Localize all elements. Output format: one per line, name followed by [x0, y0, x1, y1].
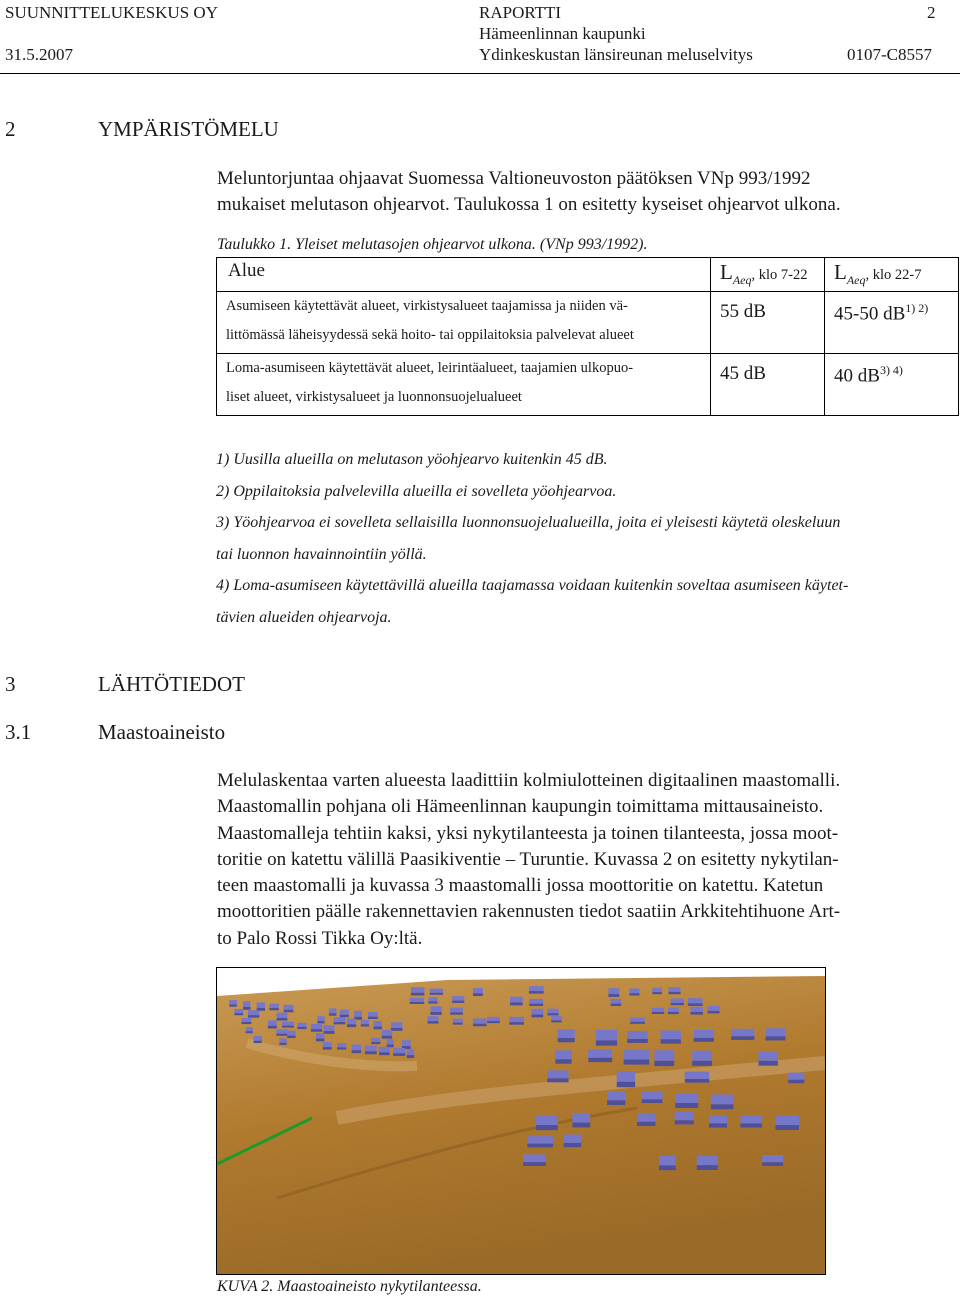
- building-side: [269, 1008, 278, 1010]
- building-block: [365, 1046, 377, 1052]
- building-side: [611, 1004, 622, 1006]
- building-side: [509, 1022, 524, 1025]
- building-block: [629, 988, 639, 993]
- building-side: [316, 1039, 324, 1042]
- building-block: [354, 1011, 362, 1017]
- building-block: [277, 1013, 288, 1018]
- building-side: [374, 1027, 382, 1030]
- building-block: [692, 1051, 712, 1061]
- building-side: [473, 993, 483, 996]
- building-block: [527, 1136, 553, 1143]
- building-side: [668, 1012, 679, 1014]
- noise-guideline-table: [216, 257, 959, 416]
- building-side: [708, 1011, 720, 1013]
- building-block: [532, 1009, 544, 1015]
- building-side: [536, 1125, 558, 1130]
- note-line: 2) Oppilaitoksia palvelevilla alueilla ei sovelleta yöohjearvoa.: [216, 482, 617, 500]
- building-side: [234, 1013, 243, 1015]
- building-block: [450, 1008, 463, 1013]
- building-block: [652, 988, 662, 992]
- building-side: [671, 1003, 684, 1005]
- building-side: [692, 1061, 712, 1066]
- table-cell-night: 45-50 $dB^{1) 2)}$: [825, 292, 959, 354]
- project-name: Ydinkeskustan länsireunan meluselvitys: [479, 45, 753, 64]
- table-cell-day: 45 dB: [711, 354, 825, 416]
- building-side: [588, 1058, 612, 1062]
- building-block: [572, 1113, 590, 1123]
- building-side: [697, 1165, 718, 1170]
- building-side: [382, 1036, 392, 1039]
- building-block: [588, 1049, 612, 1058]
- building-block: [529, 986, 544, 991]
- building-block: [487, 1017, 500, 1021]
- building-block: [788, 1073, 804, 1080]
- building-block: [548, 1009, 559, 1013]
- building-side: [329, 1013, 337, 1015]
- section3-title: LÄHTÖTIEDOT: [98, 672, 245, 696]
- building-block: [428, 997, 437, 1001]
- building-block: [316, 1033, 324, 1039]
- building-side: [564, 1143, 581, 1147]
- building-block: [337, 1043, 346, 1047]
- paragraph-line: to Palo Rossi Tikka Oy:ltä.: [217, 927, 423, 949]
- building-side: [624, 1060, 650, 1065]
- building-block: [762, 1155, 783, 1162]
- building-block: [324, 1025, 335, 1031]
- building-side: [527, 1144, 553, 1148]
- building-side: [694, 1038, 714, 1042]
- building-block: [624, 1049, 650, 1059]
- building-side: [297, 1027, 306, 1029]
- building-block: [407, 1049, 414, 1055]
- building-block: [430, 1006, 441, 1012]
- building-side: [637, 1122, 655, 1126]
- section3-paragraph: [217, 768, 957, 952]
- building-block: [652, 1008, 664, 1012]
- building-block: [709, 1115, 727, 1123]
- table-caption: Taulukko 1. Yleiset melutasojen ohjearvot ulkona. (VNp 993/1992).: [217, 236, 648, 253]
- building-block: [758, 1051, 777, 1061]
- building-block: [317, 1016, 324, 1021]
- building-side: [229, 1004, 237, 1006]
- client-name: Hämeenlinnan kaupunki: [479, 24, 646, 43]
- header-rule: [0, 73, 960, 74]
- paragraph-line: Maastomalleja tehtiin kaksi, yksi nykytilanteesta ja toinen tilanteesta, jossa moot-: [217, 822, 839, 844]
- building-side: [324, 1031, 335, 1034]
- building-side: [268, 1026, 277, 1029]
- building-block: [391, 1022, 403, 1028]
- building-side: [709, 1123, 727, 1127]
- building-side: [317, 1021, 324, 1023]
- building-side: [379, 1052, 390, 1055]
- building-side: [558, 1038, 575, 1042]
- table-cell-area: Asumiseen käytettävät alueet, virkistysalueet taajamissa ja niiden vä- littömässä läheisyydessä sekä hoito- tai oppilaitoksia palvelevat alueet: [217, 292, 711, 354]
- table-cell-night: 40 $dB^{3) 4)}$: [825, 354, 959, 416]
- building-block: [654, 1050, 674, 1061]
- building-block: [248, 1010, 259, 1015]
- building-block: [352, 1044, 361, 1050]
- building-block: [323, 1042, 332, 1047]
- paragraph-line: Maastomallin pohjana oli Hämeenlinnan kaupungin toimittama mittausaineisto.: [217, 796, 824, 818]
- building-side: [675, 1120, 694, 1124]
- building-block: [268, 1020, 277, 1025]
- building-block: [368, 1012, 378, 1017]
- building-side: [411, 993, 425, 996]
- building-block: [555, 1050, 571, 1059]
- company-name: SUUNNITTELUKESKUS OY: [5, 3, 218, 22]
- building-block: [242, 1018, 252, 1022]
- building-block: [387, 1039, 394, 1045]
- building-side: [279, 1043, 286, 1045]
- building-block: [617, 1071, 635, 1082]
- building-side: [627, 1039, 648, 1043]
- building-side: [453, 1023, 463, 1025]
- note-line: tävien alueiden ohjearvoja.: [216, 608, 392, 626]
- building-side: [776, 1125, 799, 1130]
- table-header-night: $L_{Aeq}$, klo 22-7: [825, 258, 959, 292]
- building-side: [361, 1024, 369, 1026]
- table-header-area: Alue: [217, 258, 711, 292]
- building-side: [340, 1015, 349, 1018]
- building-block: [246, 1027, 253, 1031]
- building-side: [762, 1162, 783, 1166]
- note-line: 1) Uusilla alueilla on melutason yöohjearvo kuitenkin 45 dB.: [216, 451, 608, 468]
- table-row: [217, 354, 959, 416]
- building-side: [510, 1002, 523, 1005]
- building-block: [661, 1030, 681, 1039]
- table-cell-day: 55 dB: [711, 292, 825, 354]
- building-side: [788, 1080, 804, 1084]
- building-side: [277, 1018, 288, 1021]
- building-side: [629, 993, 639, 995]
- building-block: [708, 1006, 720, 1011]
- building-side: [652, 1012, 664, 1014]
- building-side: [487, 1021, 500, 1023]
- building-side: [532, 1015, 544, 1018]
- building-block: [334, 1017, 346, 1022]
- building-side: [685, 1079, 709, 1083]
- building-side: [652, 992, 662, 994]
- building-block: [690, 1007, 703, 1012]
- building-side: [548, 1013, 559, 1015]
- building-block: [675, 1112, 694, 1120]
- building-side: [654, 1061, 674, 1066]
- table-header-row: [217, 258, 959, 292]
- building-block: [659, 1156, 676, 1165]
- building-side: [323, 1047, 332, 1050]
- building-block: [269, 1004, 278, 1008]
- table-row: [217, 292, 959, 354]
- building-block: [411, 987, 425, 993]
- building-side: [452, 1001, 464, 1003]
- building-block: [452, 996, 464, 1001]
- building-side: [572, 1123, 590, 1128]
- building-block: [697, 1156, 718, 1166]
- building-side: [352, 1050, 361, 1053]
- building-block: [627, 1031, 648, 1039]
- building-block: [740, 1115, 762, 1123]
- building-side: [243, 1007, 250, 1010]
- section2-paragraph: [217, 166, 957, 219]
- building-side: [242, 1022, 252, 1024]
- building-side: [430, 993, 443, 995]
- building-block: [637, 1114, 655, 1122]
- building-block: [547, 1070, 568, 1078]
- building-side: [334, 1022, 346, 1024]
- section2-number: 2: [5, 117, 16, 141]
- building-side: [254, 1041, 262, 1043]
- building-block: [361, 1020, 369, 1024]
- building-side: [523, 1162, 546, 1166]
- building-side: [630, 1022, 645, 1024]
- building-block: [669, 987, 681, 992]
- section3-number: 3: [5, 672, 16, 696]
- building-block: [611, 999, 622, 1004]
- subsection-title: Maastoaineisto: [98, 720, 226, 744]
- table-notes: [216, 444, 848, 633]
- building-block: [608, 988, 619, 994]
- building-block: [731, 1029, 754, 1036]
- building-block: [257, 1002, 265, 1008]
- section2-title: YMPÄRISTÖMELU: [98, 117, 279, 141]
- figure-caption: KUVA 2. Maastoaineisto nykytilanteessa.: [217, 1278, 482, 1295]
- building-block: [473, 988, 483, 993]
- building-side: [596, 1040, 617, 1045]
- building-block: [374, 1021, 382, 1027]
- building-side: [711, 1104, 734, 1109]
- building-side: [555, 1059, 571, 1063]
- building-side: [282, 1026, 294, 1028]
- building-block: [297, 1023, 306, 1027]
- building-side: [758, 1061, 777, 1066]
- building-side: [766, 1036, 786, 1040]
- building-side: [473, 1024, 487, 1027]
- building-block: [410, 998, 424, 1002]
- building-block: [287, 1031, 295, 1036]
- building-block: [558, 1029, 575, 1038]
- building-block: [347, 1019, 356, 1025]
- building-block: [329, 1008, 337, 1013]
- building-block: [642, 1092, 663, 1099]
- paragraph-line: Melulaskentaa varten alueesta laadittiin kolmiulotteinen digitaalinen maastomalli.: [217, 770, 841, 791]
- building-block: [776, 1115, 799, 1125]
- building-block: [694, 1030, 714, 1038]
- building-side: [608, 994, 619, 997]
- terrain-model-figure: [216, 967, 826, 1275]
- building-block: [607, 1091, 625, 1100]
- building-block: [536, 1115, 558, 1125]
- building-block: [529, 999, 543, 1004]
- building-side: [248, 1015, 259, 1017]
- building-block: [243, 1001, 250, 1007]
- building-block: [596, 1030, 617, 1041]
- building-block: [630, 1018, 645, 1022]
- building-side: [428, 1001, 437, 1003]
- building-side: [642, 1099, 663, 1103]
- building-block: [229, 1000, 237, 1004]
- building-block: [382, 1030, 392, 1036]
- building-side: [661, 1039, 681, 1043]
- building-side: [547, 1078, 568, 1082]
- note-line: 3) Yöohjearvoa ei sovelleta sellaisilla luonnonsuojelualueilla, joita ei yleisesti käytetä oleskeluun: [216, 514, 841, 531]
- building-side: [365, 1051, 377, 1054]
- building-block: [282, 1022, 294, 1026]
- building-side: [391, 1028, 403, 1031]
- building-side: [430, 1012, 441, 1015]
- building-side: [311, 1029, 322, 1032]
- building-side: [607, 1100, 625, 1105]
- paragraph-line: Meluntorjuntaa ohjaavat Suomessa Valtioneuvoston päätöksen VNp 993/1992: [217, 168, 811, 189]
- building-block: [668, 1007, 679, 1011]
- building-side: [371, 1042, 380, 1044]
- building-side: [690, 1012, 703, 1015]
- building-side: [407, 1055, 414, 1058]
- building-block: [523, 1154, 546, 1162]
- building-side: [428, 1021, 439, 1023]
- project-code: 0107-C8557: [847, 45, 932, 64]
- building-block: [284, 1005, 294, 1010]
- building-side: [276, 1034, 287, 1036]
- building-side: [659, 1165, 676, 1170]
- building-block: [430, 989, 443, 993]
- building-side: [284, 1010, 294, 1012]
- building-side: [688, 1003, 703, 1006]
- building-side: [731, 1036, 754, 1040]
- building-block: [428, 1016, 439, 1021]
- building-side: [337, 1047, 346, 1049]
- building-block: [671, 998, 684, 1003]
- report-date: 31.5.2007: [5, 45, 73, 64]
- paragraph-line: teen maastomalli ja kuvassa 3 maastomalli jossa moottoritie on katettu. Katetun: [217, 875, 824, 897]
- building-block: [675, 1093, 698, 1103]
- building-side: [450, 1012, 463, 1014]
- note-line: tai luonnon havainnointiin yöllä.: [216, 545, 427, 563]
- building-block: [766, 1028, 786, 1036]
- building-side: [617, 1082, 635, 1087]
- paragraph-line: toritie on katettu välillä Paasikiventie – Turuntie. Kuvassa 2 on esitetty nykytilan-: [217, 848, 839, 870]
- building-block: [402, 1040, 411, 1046]
- doc-type: RAPORTTI: [479, 3, 562, 22]
- terrain-model-image: [217, 968, 825, 1274]
- building-side: [740, 1123, 762, 1127]
- building-side: [393, 1053, 405, 1056]
- building-block: [311, 1024, 322, 1029]
- building-block: [510, 997, 523, 1003]
- building-block: [509, 1017, 524, 1022]
- building-side: [675, 1103, 698, 1108]
- building-side: [529, 1004, 543, 1006]
- building-block: [711, 1095, 734, 1105]
- building-side: [287, 1036, 295, 1038]
- page-number: 2: [927, 3, 936, 22]
- building-block: [453, 1019, 463, 1023]
- building-block: [685, 1072, 709, 1079]
- building-block: [340, 1010, 349, 1015]
- building-side: [246, 1031, 253, 1033]
- building-side: [669, 992, 681, 994]
- table-cell-area: Loma-asumiseen käytettävät alueet, leirintäalueet, taajamien ulkopuo- liset alueet, virkistysalueet ja luonnonsuojelualueet: [217, 354, 711, 416]
- building-side: [551, 1020, 561, 1022]
- building-block: [276, 1029, 287, 1033]
- building-block: [279, 1038, 286, 1042]
- paragraph-line: mukaiset melutason ohjearvot. Taulukossa 1 on esitetty kyseiset ohjearvot ulkona.: [217, 194, 841, 216]
- subsection-number: 3.1: [5, 720, 32, 744]
- building-side: [529, 991, 544, 994]
- building-block: [393, 1048, 405, 1053]
- building-block: [551, 1016, 561, 1020]
- building-block: [688, 998, 703, 1003]
- table-header-day: $L_{Aeq}$, klo 7-22: [711, 258, 825, 292]
- building-block: [254, 1036, 262, 1041]
- building-block: [234, 1009, 243, 1013]
- building-block: [473, 1019, 487, 1024]
- building-side: [368, 1017, 378, 1019]
- note-line: 4) Loma-asumiseen käytettävillä alueilla taajamassa voidaan kuitenkin soveltaa asumiseen käytet-: [216, 577, 849, 594]
- building-side: [347, 1024, 356, 1027]
- building-block: [371, 1038, 380, 1042]
- building-side: [410, 1002, 424, 1004]
- building-block: [564, 1135, 581, 1143]
- paragraph-line: moottoritien päälle rakennettavien rakennusten tiedot saatiin Arkkitehtihuone Art-: [217, 901, 841, 923]
- building-block: [379, 1047, 390, 1053]
